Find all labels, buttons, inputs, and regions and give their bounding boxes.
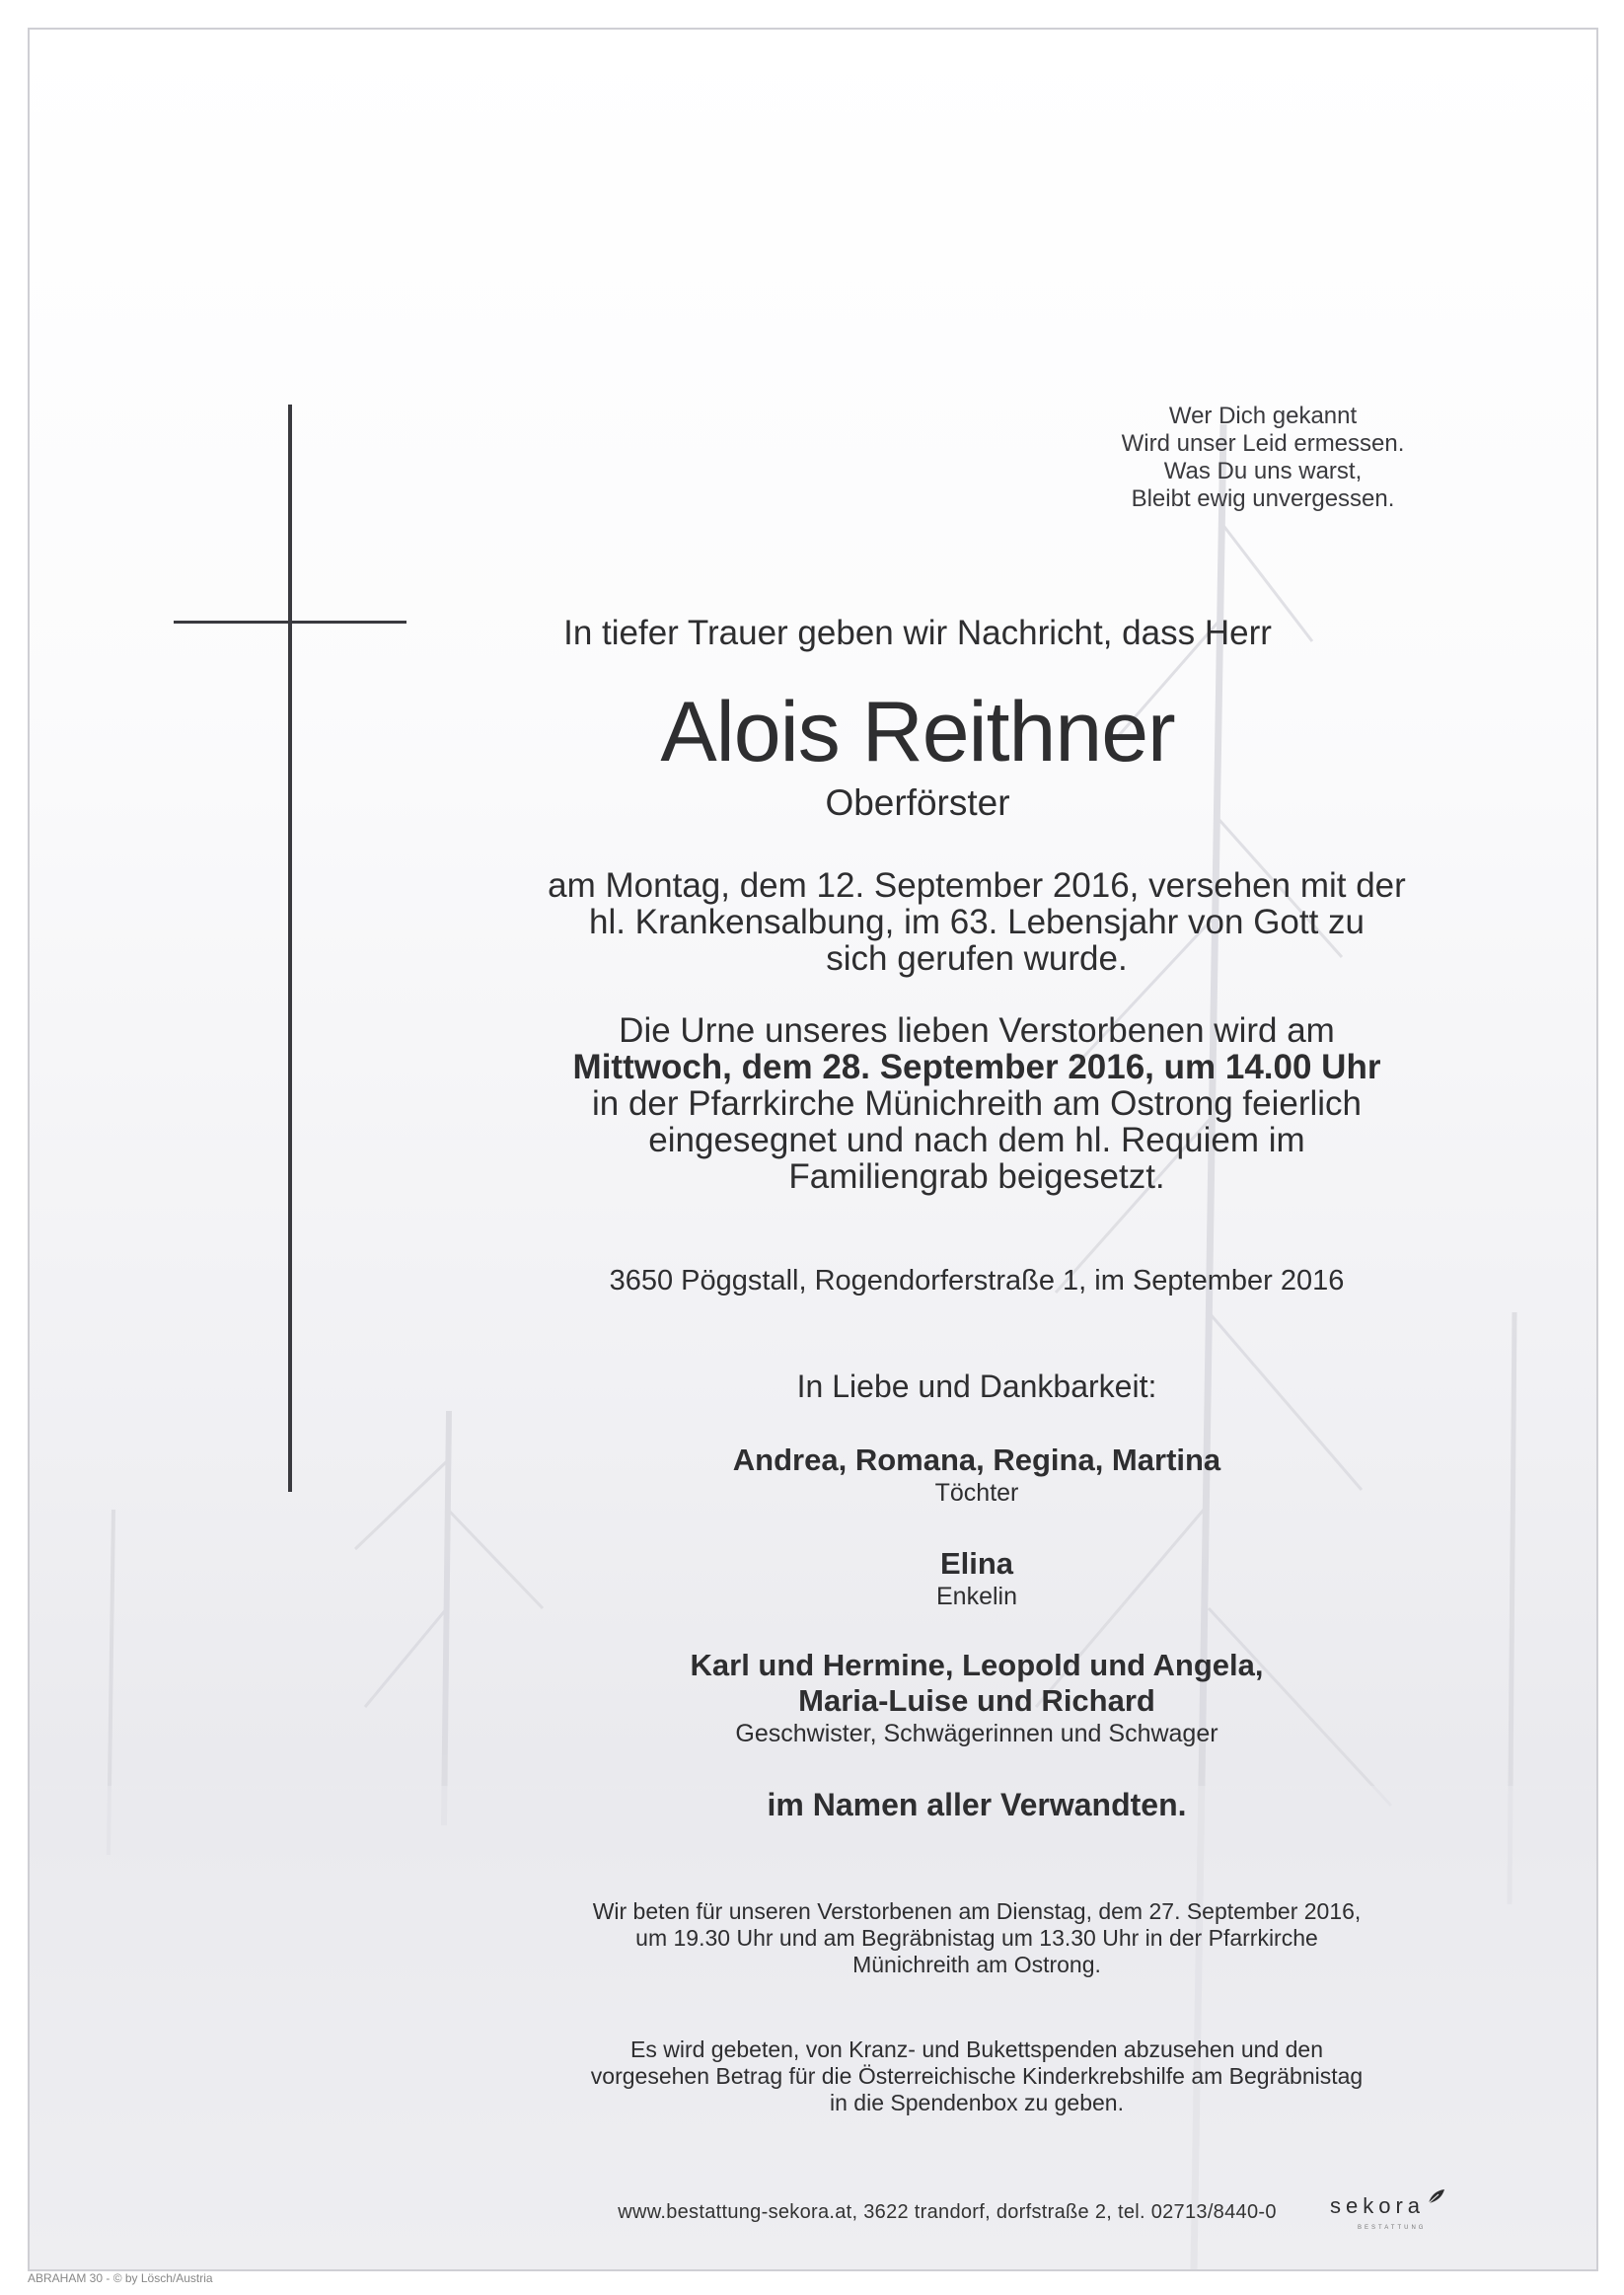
- donation-line: Es wird gebeten, von Kranz- und Bukettspenden abzusehen und den: [630, 2036, 1323, 2062]
- poem-line: Bleibt ewig unvergessen.: [1131, 485, 1395, 512]
- burial-line: Die Urne unseres lieben Verstorbenen wird am: [619, 1011, 1335, 1050]
- leaf-icon: [1427, 2187, 1446, 2205]
- obituary-sheet: [28, 28, 1598, 2271]
- template-credit: ABRAHAM 30 - © by Lösch/Austria: [28, 2271, 213, 2285]
- donation-line: in die Spendenbox zu geben.: [830, 2090, 1124, 2115]
- sekora-logo: [1330, 2193, 1427, 2231]
- family-line: im Namen aller Verwandten.: [767, 1787, 1187, 1822]
- mourner-names: Andrea, Romana, Regina, Martina: [732, 1443, 1221, 1477]
- burial-line: eingesegnet und nach dem hl. Requiem im: [648, 1121, 1305, 1159]
- burial-line: Familiengrab beigesetzt.: [788, 1157, 1165, 1196]
- deceased-name: Alois Reithner: [660, 685, 1175, 779]
- passing-line: sich gerufen wurde.: [826, 939, 1128, 978]
- mourner-names: Karl und Hermine, Leopold und Angela,: [690, 1648, 1264, 1682]
- prayer-line: um 19.30 Uhr und am Begräbnistag um 13.30 Uhr in der Pfarrkirche: [635, 1925, 1318, 1951]
- mourner-relation: Töchter: [934, 1479, 1019, 1507]
- donation-line: vorgesehen Betrag für die Österreichische Kinderkrebshilfe am Begräbnistag: [590, 2063, 1364, 2089]
- mourner-relation: Geschwister, Schwägerinnen und Schwager: [735, 1720, 1218, 1747]
- burial-line: in der Pfarrkirche Münichreith am Ostrong feierlich: [591, 1084, 1362, 1123]
- cross-vertical-bar: [288, 405, 292, 1492]
- deceased-title: Oberförster: [825, 782, 1010, 823]
- mourner-names: Maria-Luise und Richard: [798, 1683, 1155, 1718]
- donation-notice: [483, 2036, 1470, 2116]
- passing-line: am Montag, dem 12. September 2016, versehen mit der: [548, 866, 1406, 905]
- poem-line: Was Du uns warst,: [1163, 458, 1363, 484]
- logo-subtext: BESTATTUNG: [1358, 2225, 1427, 2231]
- intro-text: In tiefer Trauer geben wir Nachricht, dass Herr: [563, 614, 1272, 652]
- place-date: 3650 Pöggstall, Rogendorferstraße 1, im September 2016: [609, 1265, 1345, 1296]
- thanks-heading: In Liebe und Dankbarkeit:: [796, 1369, 1157, 1404]
- mourner-group-siblings: [483, 1648, 1470, 1748]
- poem-line: Wird unser Leid ermessen.: [1121, 430, 1405, 457]
- cross-horizontal-bar: [174, 621, 406, 624]
- memorial-poem: [1056, 403, 1470, 513]
- passing-line: hl. Krankensalbung, im 63. Lebensjahr von Gott zu: [588, 903, 1366, 941]
- mourner-group-daughters: [483, 1443, 1470, 1508]
- mourner-relation: Enkelin: [936, 1583, 1017, 1610]
- logo-text: sekora: [1330, 2193, 1426, 2218]
- prayer-line: Münichreith am Ostrong.: [852, 1952, 1101, 1977]
- passing-paragraph: [483, 867, 1470, 977]
- funeral-home-contact: www.bestattung-sekora.at, 3622 trandorf, dorfstraße 2, tel. 02713/8440-0: [618, 2201, 1277, 2223]
- burial-date: Mittwoch, dem 28. September 2016, um 14.00 Uhr: [572, 1048, 1381, 1086]
- prayer-notice: [483, 1898, 1470, 1978]
- prayer-line: Wir beten für unseren Verstorbenen am Dienstag, dem 27. September 2016,: [592, 1898, 1362, 1924]
- burial-paragraph: [483, 1012, 1470, 1195]
- mourner-names: Elina: [939, 1546, 1014, 1581]
- mourner-group-granddaughter: [483, 1546, 1470, 1611]
- poem-line: Wer Dich gekannt: [1168, 403, 1358, 429]
